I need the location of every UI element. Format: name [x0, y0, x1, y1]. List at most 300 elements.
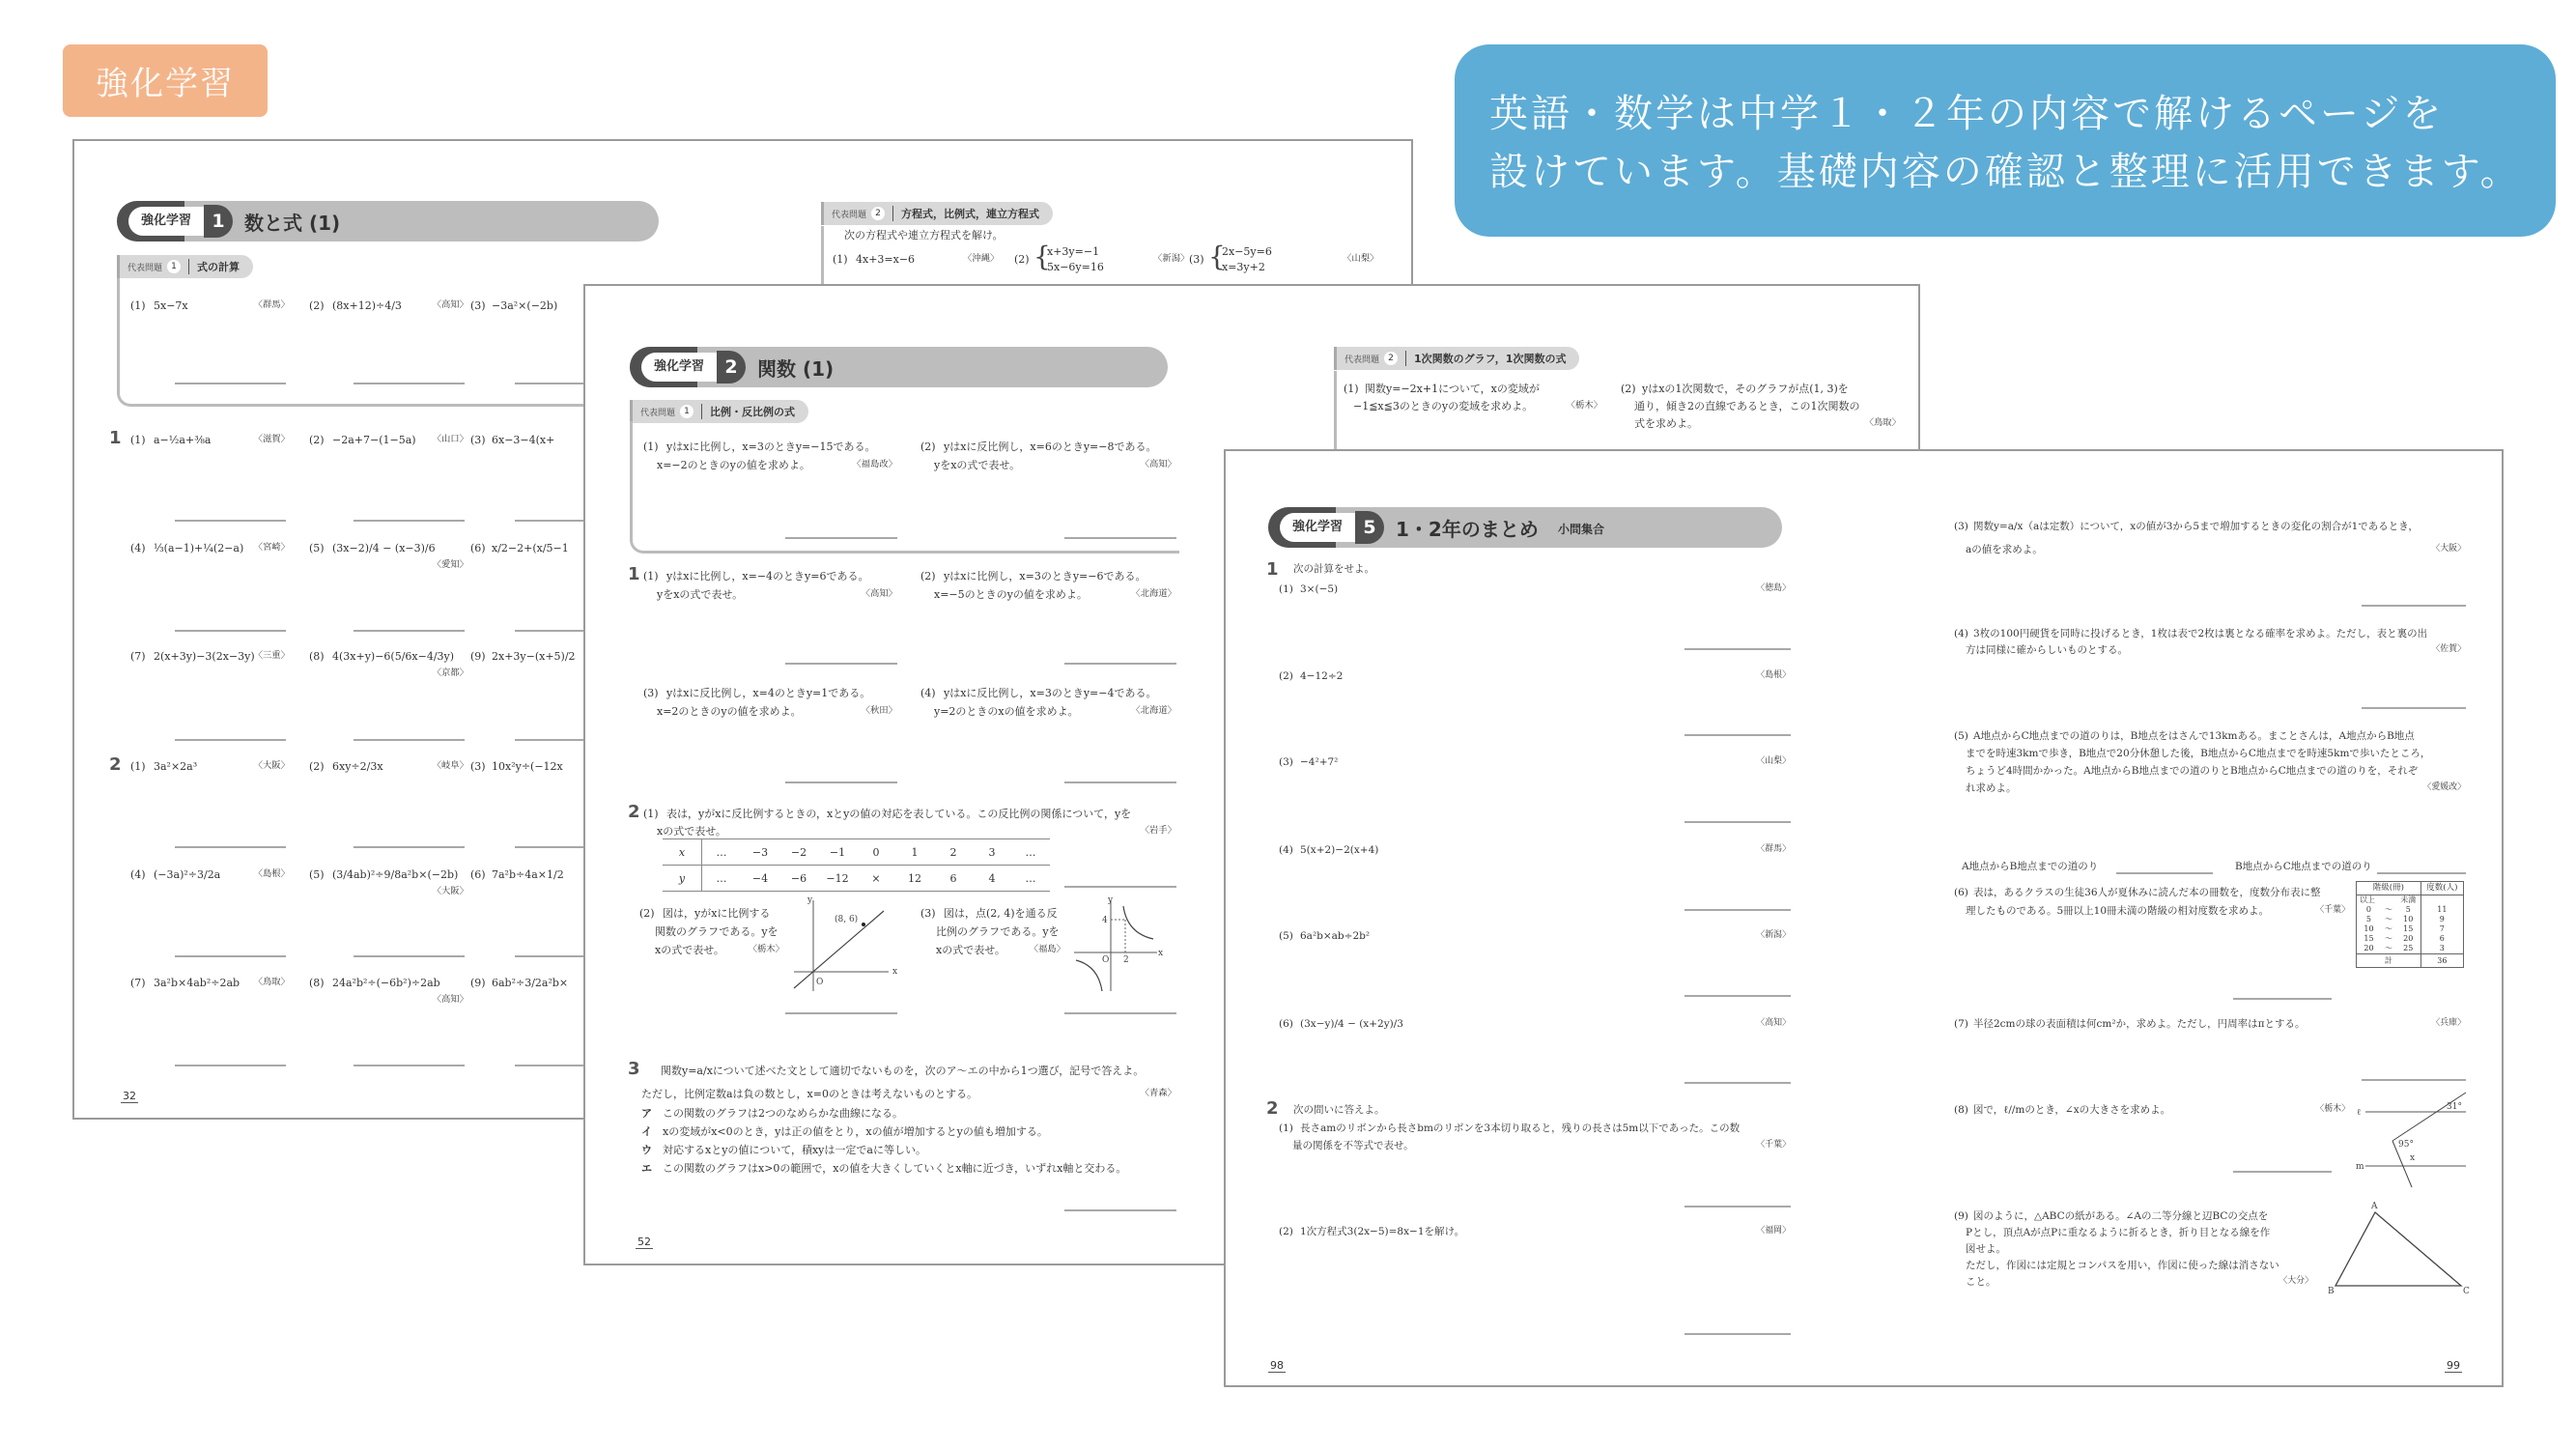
source-label: 〈佐賀〉: [2431, 644, 2466, 654]
source-label: 〈大阪〉: [253, 760, 290, 771]
table-cell: 36: [2420, 954, 2463, 968]
item-text: 関数y=−2x+1について，xの変域が: [1365, 383, 1540, 395]
x-value-label: 2: [1123, 955, 1129, 965]
table-cell: 計: [2357, 954, 2421, 968]
table-cell: 〜: [2384, 915, 2392, 923]
item-text: れ求めよ。: [1966, 782, 2017, 794]
value-table: [663, 838, 1050, 892]
answer-line[interactable]: [175, 739, 286, 741]
item-text: xの式で表せ。: [655, 944, 724, 956]
section-number: 1: [1266, 559, 1279, 580]
equation-line: x=3y+2: [1222, 261, 1265, 273]
item-number: (4): [1279, 844, 1293, 856]
answer-line[interactable]: [1684, 1333, 1791, 1335]
title-number: 5: [1355, 511, 1384, 544]
item-number: (6): [470, 542, 486, 554]
page-title: 数と式 (1): [244, 212, 341, 235]
x-axis-label: x: [1158, 949, 1164, 958]
table-header: 度数(人): [2420, 882, 2463, 895]
item-text: (3x−y)/4 − (x+2y)/3: [1300, 1018, 1403, 1030]
item-number: (6): [1954, 887, 1968, 898]
item-number: (2): [920, 570, 936, 582]
answer-line[interactable]: [175, 846, 286, 848]
source-label: 〈千葉〉: [1756, 1140, 1791, 1150]
table-cell: 1: [895, 839, 934, 866]
vertex-a: A: [2371, 1202, 2378, 1211]
item-number: (9): [1954, 1210, 1968, 1222]
answer-line[interactable]: [175, 520, 286, 522]
source-label: 〈福島〉: [1029, 944, 1065, 954]
table-cell: 〜: [2384, 934, 2392, 943]
answer-line[interactable]: [354, 846, 465, 848]
item-text: x=−5のときのyの値を求めよ。: [934, 588, 1088, 601]
table-row: [663, 866, 1050, 892]
answer-line[interactable]: [1684, 995, 1791, 997]
source-label: 〈沖縄〉: [963, 253, 1000, 264]
item-text: yはxに反比例し，x=3のときy=−4である。: [944, 687, 1157, 699]
item-number: (7): [130, 977, 146, 989]
table-cell: 20: [2364, 944, 2374, 952]
equation-line: x+3y=−1: [1047, 245, 1100, 258]
page-title: 関数 (1): [757, 357, 835, 381]
tag-number: 2: [871, 207, 885, 220]
table-cell: 2: [934, 839, 973, 866]
brace-icon: {: [1208, 241, 1226, 272]
item-text: ちょうど4時間かかった。A地点からB地点までの道のりとB地点からC地点までの道のりを，それぞ: [1966, 765, 2419, 777]
item-text: こと。: [1966, 1276, 1996, 1288]
table-header: 階級(冊): [2357, 882, 2421, 895]
table-cell: 0: [2365, 905, 2372, 914]
answer-line[interactable]: [354, 520, 465, 522]
item-number: (3): [920, 907, 936, 920]
table-cell: …: [1011, 866, 1050, 892]
source-label: 〈岩手〉: [1140, 825, 1176, 836]
item-text: 半径2cmの球の表面積は何cm²か，求めよ。ただし，円周率はπとする。: [1973, 1018, 2306, 1030]
section-number: 1: [628, 564, 640, 584]
source-label: 〈栃木〉: [748, 944, 784, 954]
table-cell: 15: [2403, 924, 2414, 933]
answer-line[interactable]: [175, 630, 286, 632]
y-axis-label: y: [1108, 895, 1114, 905]
answer-line[interactable]: [354, 955, 465, 957]
callout-line: 設けています。基礎内容の確認と整理に活用できます。: [1489, 150, 2522, 194]
answer-line[interactable]: [1684, 821, 1791, 823]
item-text: 図で，ℓ//mのとき，∠xの大きさを求めよ。: [1973, 1104, 2171, 1116]
item-number: (4): [130, 542, 146, 554]
table-cell: [2420, 895, 2463, 906]
item-text: −2a+7−(1−5a): [332, 434, 416, 446]
item-text: −3a²×(−2b): [492, 299, 558, 312]
item-text: Pとし，頂点Aが点Pに重なるように折るとき，折り目となる線を作: [1966, 1227, 2271, 1238]
source-label: 〈秋田〉: [861, 705, 897, 716]
item-text: A地点からC地点までの道のりは，B地点をはさんで13kmある。まことさんは，A地点からB地点: [1973, 730, 2415, 742]
item-number: (8): [1954, 1104, 1968, 1116]
table-row: [663, 839, 1050, 866]
item-number: (7): [1954, 1018, 1968, 1030]
parallel-lines-figure: [2356, 1093, 2468, 1187]
item-number: (4): [1954, 628, 1968, 639]
answer-line[interactable]: [1064, 781, 1176, 783]
origin-label: O: [1102, 955, 1110, 965]
table-total-row: [2357, 954, 2464, 968]
source-label: 〈栃木〉: [1566, 400, 1602, 411]
vertex-b: B: [2328, 1287, 2335, 1296]
instruction-text: 次の計算をせよ。: [1293, 563, 1374, 575]
item-text: 3×(−5): [1300, 583, 1339, 595]
answer-line[interactable]: [354, 630, 465, 632]
item-text: ⅓(a−1)+¼(2−a): [154, 542, 244, 554]
problem-tag: [117, 255, 253, 278]
table-header-row: [2357, 882, 2464, 895]
brace-icon: {: [1033, 241, 1051, 272]
item-text: 3a²b×4ab²÷2ab: [154, 977, 241, 989]
item-number: (2): [309, 299, 325, 312]
answer-line[interactable]: [785, 781, 897, 783]
table-cell: 〜: [2384, 944, 2392, 952]
item-text: yはxに比例し，x=3のときy=−15である。: [666, 440, 876, 453]
item-number: (4): [130, 868, 146, 881]
section-number: 2: [109, 754, 122, 775]
question-text: 関数y=a/xについて述べた文として適切でないものを，次のア〜エの中から1つ選び，記号で答えよ。: [661, 1065, 1145, 1077]
source-label: 〈宮崎〉: [253, 542, 290, 553]
answer-line[interactable]: [2377, 872, 2466, 874]
table-cell: 未満: [2400, 895, 2417, 904]
source-label: 〈岐阜〉: [432, 760, 468, 771]
title-badge: 強化学習: [641, 353, 717, 382]
tag-title: 比例・反比例の式: [710, 406, 796, 418]
source-label: 〈群馬〉: [253, 299, 290, 310]
source-label: 〈北海道〉: [1131, 705, 1176, 716]
item-text: yはxに比例し，x=−4のときy=6である。: [666, 570, 869, 582]
item-number: (1): [130, 299, 146, 312]
answer-line[interactable]: [1064, 537, 1176, 539]
answer-line[interactable]: [2362, 605, 2466, 607]
item-number: (5): [309, 542, 325, 554]
answer-line[interactable]: [175, 955, 286, 957]
item-text: 6x−3−4(x+: [492, 434, 555, 446]
item-text: 関数y=a/x（aは定数）について，xの値が3から5まで増加するときの変化の割合が1であるとき，: [1973, 521, 2419, 532]
option-key: エ: [641, 1162, 652, 1175]
tag-label: 代表問題: [127, 263, 163, 273]
item-number: (7): [130, 650, 146, 663]
table-cell: −2: [779, 839, 818, 866]
frequency-table: [2356, 881, 2464, 968]
item-number: (3): [1954, 521, 1968, 532]
item-number: (6): [470, 868, 486, 881]
item-number: (2): [1279, 1226, 1293, 1237]
tag-divider: [701, 404, 702, 419]
answer-line[interactable]: [785, 1012, 897, 1014]
item-number: (8): [309, 650, 325, 663]
source-label: 〈福島改〉: [852, 459, 897, 469]
item-text: x=−2のときのyの値を求めよ。: [657, 459, 810, 471]
source-label: 〈栃木〉: [2315, 1104, 2350, 1114]
tag-divider: [1405, 351, 1406, 366]
answer-line[interactable]: [1684, 909, 1791, 911]
table-cell: ×: [857, 866, 895, 892]
source-label: 〈愛知〉: [432, 559, 468, 570]
y-axis-label: y: [807, 895, 813, 905]
item-number: (5): [309, 868, 325, 881]
problem-tag: [821, 202, 1053, 225]
source-label: 〈大阪〉: [2431, 544, 2466, 554]
item-number: (1): [643, 570, 659, 582]
item-number: (3): [1279, 756, 1293, 768]
proportional-graph: [792, 896, 900, 993]
triangle-figure: [2328, 1202, 2471, 1296]
item-text: 4x+3=x−6: [856, 253, 916, 266]
answer-line[interactable]: [1064, 1209, 1176, 1211]
table-cell: …: [702, 866, 742, 892]
source-label: 〈新潟〉: [1153, 253, 1190, 264]
item-text: xの式で表せ。: [657, 825, 726, 838]
item-number: (3): [1189, 253, 1204, 266]
answer-line[interactable]: [2116, 872, 2213, 874]
source-label: 〈山口〉: [432, 434, 468, 444]
title-number: 1: [204, 205, 233, 238]
option-text: この関数のグラフはx>0の範囲で，xの値を大きくしていくとx軸に近づき，いずれx軸と交わる。: [663, 1162, 1127, 1175]
item-text: x/2−2+(x/5−1: [492, 542, 569, 554]
item-number: (1): [1344, 383, 1359, 395]
source-label: 〈新潟〉: [1756, 930, 1791, 940]
source-label: 〈兵庫〉: [2431, 1018, 2466, 1028]
item-text: 5(x+2)−2(x+4): [1300, 844, 1379, 856]
answer-line[interactable]: [175, 383, 286, 384]
table-cell: 10: [2403, 915, 2414, 923]
item-text: 24a²b²÷(−6b²)÷2ab: [332, 977, 440, 989]
table-row: [2357, 915, 2464, 924]
item-number: (2): [309, 434, 325, 446]
item-number: (2): [1279, 670, 1293, 682]
item-text: 図は，yがxに比例する: [663, 907, 771, 920]
item-number: (1): [130, 434, 146, 446]
item-text: 1次方程式3(2x−5)=8x−1を解け。: [1300, 1226, 1465, 1237]
section-badge: 強化学習: [63, 44, 268, 117]
source-label: 〈山梨〉: [1343, 253, 1379, 264]
item-text: xの式で表せ。: [936, 944, 1005, 956]
vertex-c: C: [2463, 1287, 2470, 1296]
table-cell: 3: [2420, 944, 2463, 954]
item-text: (3/4ab)²÷9/8a²b×(−2b): [332, 868, 459, 881]
equation-line: 2x−5y=6: [1222, 245, 1272, 258]
title-bar: [630, 347, 1168, 387]
item-text: 2x+3y−(x+5)/2: [492, 650, 576, 663]
table-cell: −6: [779, 866, 818, 892]
title-number: 2: [717, 351, 746, 384]
table-cell: −12: [818, 866, 857, 892]
page-number: 99: [2447, 1359, 2460, 1372]
answer-line[interactable]: [175, 1065, 286, 1066]
item-number: (2): [639, 907, 655, 920]
item-text: 2(x+3y)−3(2x−3y): [154, 650, 255, 663]
source-label: 〈大阪〉: [432, 886, 468, 896]
question-text: ただし，比例定数aは負の数とし，x=0のときは考えないものとする。: [641, 1088, 977, 1100]
item-number: (8): [309, 977, 325, 989]
item-text: yをxの式で表せ。: [657, 588, 744, 601]
item-text: 6ab²÷3/2a²b×: [492, 977, 569, 989]
tag-title: 方程式，比例式，連立方程式: [901, 208, 1040, 220]
hyperbola-branch: [1123, 906, 1153, 939]
table-row: [2357, 895, 2464, 906]
tag-title: 1次関数のグラフ，1次関数の式: [1414, 353, 1567, 365]
tag-label: 代表問題: [832, 210, 867, 220]
item-text: 図せよ。: [1966, 1243, 2006, 1255]
section-number: 2: [1266, 1098, 1279, 1119]
item-text: y=2のときのxの値を求めよ。: [934, 705, 1079, 718]
item-text: 表は，あるクラスの生徒36人が夏休みに読んだ本の冊数を，度数分布表に整: [1973, 887, 2321, 898]
answer-line[interactable]: [2233, 998, 2332, 1000]
section-number: 2: [628, 802, 640, 822]
item-text: 3枚の100円硬貨を同時に投げるとき，1枚は表で2枚は裏となる確率を求めよ。ただし，表と裏の出: [1973, 628, 2428, 639]
table-cell: 6: [934, 866, 973, 892]
answer-line[interactable]: [1684, 1082, 1791, 1084]
source-label: 〈大分〉: [2279, 1276, 2313, 1286]
graph-point: [862, 923, 865, 926]
instruction-text: 次の問いに答えよ。: [1293, 1104, 1385, 1116]
tag-number: 2: [1384, 352, 1398, 365]
title-badge: 強化学習: [128, 207, 204, 236]
example-box-border: [821, 226, 824, 284]
item-text: (3x−2)/4 − (x−3)/6: [332, 542, 436, 554]
item-text: −1≦x≦3のときのyの変域を求めよ。: [1353, 400, 1534, 412]
table-cell: 3: [973, 839, 1011, 866]
item-text: aの値を求めよ。: [1966, 544, 2043, 555]
item-number: (9): [470, 650, 486, 663]
item-number: (1): [833, 253, 848, 266]
item-text: yはxの1次関数で，そのグラフが点(1, 3)を: [1642, 383, 1849, 395]
source-label: 〈三重〉: [253, 650, 290, 661]
item-text: 図は，点(2, 4)を通る反: [944, 907, 1058, 920]
item-number: (9): [470, 977, 486, 989]
source-label: 〈福岡〉: [1756, 1226, 1791, 1236]
answer-line[interactable]: [354, 1065, 465, 1066]
table-cell: x: [663, 839, 702, 866]
table-cell: 12: [895, 866, 934, 892]
item-text: 通り，傾き2の直線であるとき，この1次関数の: [1634, 400, 1860, 412]
workbook-spread-98-99: [1224, 449, 2504, 1387]
tag-divider: [892, 206, 893, 221]
answer-line[interactable]: [354, 739, 465, 741]
option-key: ア: [641, 1107, 652, 1120]
example-box-border: [1334, 371, 1337, 458]
y-value-label: 4: [1102, 916, 1108, 925]
answer-line[interactable]: [354, 383, 465, 384]
table-cell: 6: [2420, 934, 2463, 944]
item-number: (2): [1621, 383, 1636, 395]
item-text: 3a²×2a³: [154, 760, 198, 773]
page-subtitle: 小問集合: [1558, 523, 1605, 536]
answer-label: B地点からC地点までの道のり: [2235, 861, 2372, 872]
item-number: (1): [130, 760, 146, 773]
source-label: 〈千葉〉: [2315, 905, 2350, 915]
source-label: 〈青森〉: [1140, 1088, 1176, 1098]
source-label: 〈島根〉: [1756, 670, 1791, 680]
description-callout: [1455, 44, 2556, 237]
item-number: (2): [309, 760, 325, 773]
inverse-proportion-graph: [1072, 895, 1164, 993]
item-text: 比例のグラフである。yを: [936, 925, 1060, 938]
item-text: 6a²b×ab÷2b²: [1300, 930, 1371, 942]
angle-x-label: x: [2410, 1153, 2416, 1163]
answer-line[interactable]: [785, 663, 897, 665]
item-text: 関数のグラフである。yを: [655, 925, 778, 938]
answer-line[interactable]: [1064, 1012, 1176, 1014]
table-cell: 0: [857, 839, 895, 866]
source-label: 〈高知〉: [861, 588, 897, 599]
answer-line[interactable]: [785, 537, 897, 539]
item-text: yはxに比例し，x=3のときy=−6である。: [944, 570, 1146, 582]
option-text: この関数のグラフは2つのなめらかな曲線になる。: [663, 1107, 903, 1120]
source-label: 〈愛媛改〉: [2422, 782, 2466, 792]
equation-line: 5x−6y=16: [1047, 261, 1104, 273]
table-cell: 11: [2420, 905, 2463, 915]
tag-number: 1: [680, 405, 694, 418]
item-text: までを時速3kmで歩き，B地点で20分休憩した後，B地点からC地点までを時速5kmで歩いたところ，: [1966, 748, 2431, 759]
item-text: (−3a)²÷3/2a: [154, 868, 221, 881]
answer-line[interactable]: [1684, 734, 1791, 736]
table-row: [2357, 924, 2464, 934]
source-label: 〈京都〉: [432, 668, 468, 678]
item-number: (3): [470, 760, 486, 773]
option-text: xの変域がx<0のとき，yは正の値をとり，xの値が増加するとyの値も増加する。: [663, 1125, 1048, 1138]
item-number: (5): [1954, 730, 1968, 742]
answer-line[interactable]: [1064, 886, 1176, 888]
item-text: ただし，作図には定規とコンパスを用い，作図に使った線は消さない: [1966, 1260, 2279, 1271]
item-text: −4²+7²: [1300, 756, 1339, 768]
item-number: (3): [643, 687, 659, 699]
table-cell: 4: [973, 866, 1011, 892]
item-number: (4): [920, 687, 936, 699]
table-cell: y: [663, 866, 702, 892]
title-bar: [1268, 507, 1782, 548]
answer-line[interactable]: [1684, 648, 1791, 650]
table-cell: …: [702, 839, 742, 866]
item-text: (8x+12)÷4/3: [332, 299, 402, 312]
answer-line[interactable]: [1064, 663, 1176, 665]
answer-line[interactable]: [2362, 707, 2466, 709]
item-number: (1): [643, 440, 659, 453]
title-badge: 強化学習: [1280, 513, 1355, 542]
item-number: (6): [1279, 1018, 1293, 1030]
source-label: 〈群馬〉: [1756, 844, 1791, 854]
source-label: 〈鳥取〉: [253, 977, 290, 987]
table-row: [2357, 934, 2464, 944]
source-label: 〈山梨〉: [1756, 756, 1791, 766]
point-label: (8, 6): [835, 915, 859, 924]
answer-line[interactable]: [2233, 1171, 2332, 1173]
table-row: [2357, 944, 2464, 954]
l-label: ℓ: [2357, 1108, 2362, 1118]
answer-line[interactable]: [1684, 1206, 1791, 1208]
table-cell: 〜: [2384, 905, 2392, 914]
table-cell: 以上: [2360, 895, 2375, 904]
item-text: 式を求めよ。: [1634, 417, 1698, 430]
table-cell: −3: [741, 839, 779, 866]
item-text: x=2のときのyの値を求めよ。: [657, 705, 802, 718]
page-number: 98: [1270, 1359, 1284, 1372]
tag-number: 1: [167, 260, 181, 273]
item-number: (5): [1279, 930, 1293, 942]
item-number: (2): [920, 440, 936, 453]
table-cell: 15: [2364, 934, 2374, 943]
item-text: 図のように，△ABCの紙がある。∠Aの二等分線と辺BCの交点を: [1973, 1210, 2269, 1222]
item-number: (1): [643, 808, 659, 820]
title-bar: [117, 201, 659, 242]
answer-line[interactable]: [2362, 1079, 2466, 1081]
option-text: 対応するxとyの値について，積xyは一定でaに等しい。: [663, 1144, 926, 1156]
item-number: (1): [1279, 1122, 1293, 1134]
section-number: 1: [109, 428, 122, 448]
